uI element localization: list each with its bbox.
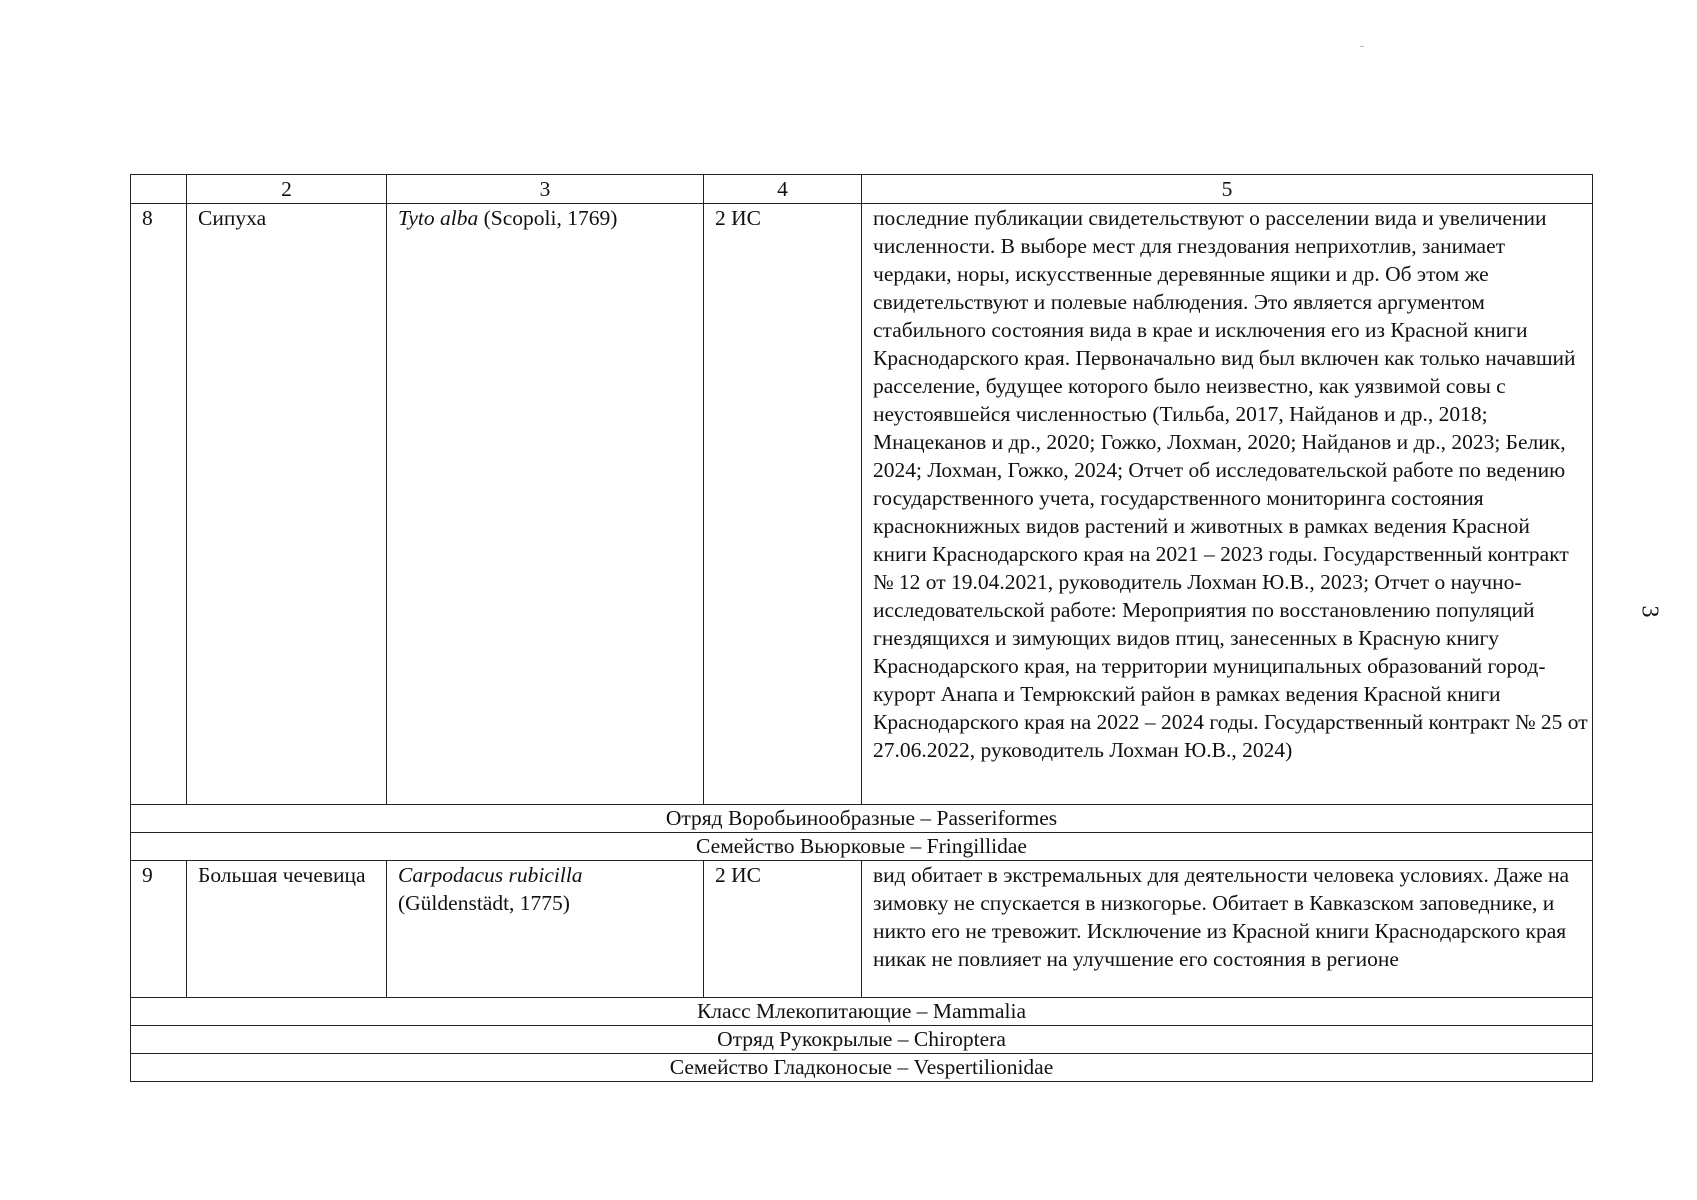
taxon-family-heading: Семейство Вьюрковые – Fringillidae — [131, 833, 1593, 861]
taxon-group-row — [131, 833, 1593, 861]
latin-name-cell — [387, 204, 704, 805]
taxon-group-row — [131, 1054, 1593, 1082]
latin-author: (Scopoli, 1769) — [478, 206, 618, 230]
column-header-4: 4 — [704, 175, 862, 204]
status-category: 2 ИС — [704, 204, 862, 805]
page-number: 3 — [1636, 605, 1663, 618]
table-row — [131, 204, 1593, 805]
latin-name: Carpodacus rubicilla — [398, 863, 583, 887]
taxon-group-row — [131, 805, 1593, 833]
row-number: 8 — [131, 204, 187, 805]
taxon-group-row — [131, 1026, 1593, 1054]
taxon-order-heading: Отряд Воробьинообразные – Passeriformes — [131, 805, 1593, 833]
column-header-1 — [131, 175, 187, 204]
status-category: 2 ИС — [704, 861, 862, 998]
row-number: 9 — [131, 861, 187, 998]
taxon-family-heading: Семейство Гладконосые – Vespertilionidae — [131, 1054, 1593, 1082]
species-name: Большая чечевица — [187, 861, 387, 998]
column-header-2: 2 — [187, 175, 387, 204]
latin-author: (Güldenstädt, 1775) — [398, 891, 570, 915]
table-row — [131, 861, 1593, 998]
species-name: Сипуха — [187, 204, 387, 805]
column-header-3: 3 — [387, 175, 704, 204]
species-table — [130, 174, 1593, 1082]
scan-artifact — [1360, 46, 1364, 47]
table-header-row — [131, 175, 1593, 204]
taxon-group-row — [131, 998, 1593, 1026]
latin-name-cell — [387, 861, 704, 998]
latin-name: Tyto alba — [398, 206, 479, 230]
exclusion-reason: последние публикации свидетельствуют о расселении вида и увеличении численности. В выборе мест для гнездования неприхотлив, занимает чердаки, норы, искусственные деревянные ящики и др. Об этом же свидетельствуют и полевые наблюдения. Это является аргументом стабильного состояния вида в крае и исключения его из Красной книги Краснодарского края. Первоначально вид был включен как только начавший расселение, будущее которого было неизвестно, как уязвимой совы с неустоявшейся численностью (Тильба, 2017, Найданов и др., 2018; Мнацеканов и др., 2020; Гожко, Лохман, 2020; Найданов и др., 2023; Белик, 2024; Лохман, Гожко, 2024; Отчет об исследовательской работе по ведению государственного учета, государственного мониторинга состояния краснокнижных видов растений и животных в рамках ведения Красной книги Краснодарского края на 2021 – 2023 годы. Государственный контракт № 12 от 19.04.2021, руководитель Лохман Ю.В., 2023; Отчет о научно-исследовательской работе: Мероприятия по восстановлению популяций гнездящихся и зимующих видов птиц, занесенных в Красную книгу Краснодарского края, на территории муниципальных образований город-курорт Анапа и Темрюкский район в рамках ведения Красной книги Краснодарского края на 2022 – 2024 годы. Государственный контракт № 25 от 27.06.2022, руководитель Лохман Ю.В., 2024) — [862, 204, 1593, 805]
column-header-5: 5 — [862, 175, 1593, 204]
taxon-order-heading: Отряд Рукокрылые – Chiroptera — [131, 1026, 1593, 1054]
taxon-class-heading: Класс Млекопитающие – Mammalia — [131, 998, 1593, 1026]
exclusion-reason: вид обитает в экстремальных для деятельности человека условиях. Даже на зимовку не спускается в низкогорье. Обитает в Кавказском заповеднике, и никто его не тревожит. Исключение из Красной книги Краснодарского края никак не повлияет на улучшение его состояния в регионе — [862, 861, 1593, 998]
